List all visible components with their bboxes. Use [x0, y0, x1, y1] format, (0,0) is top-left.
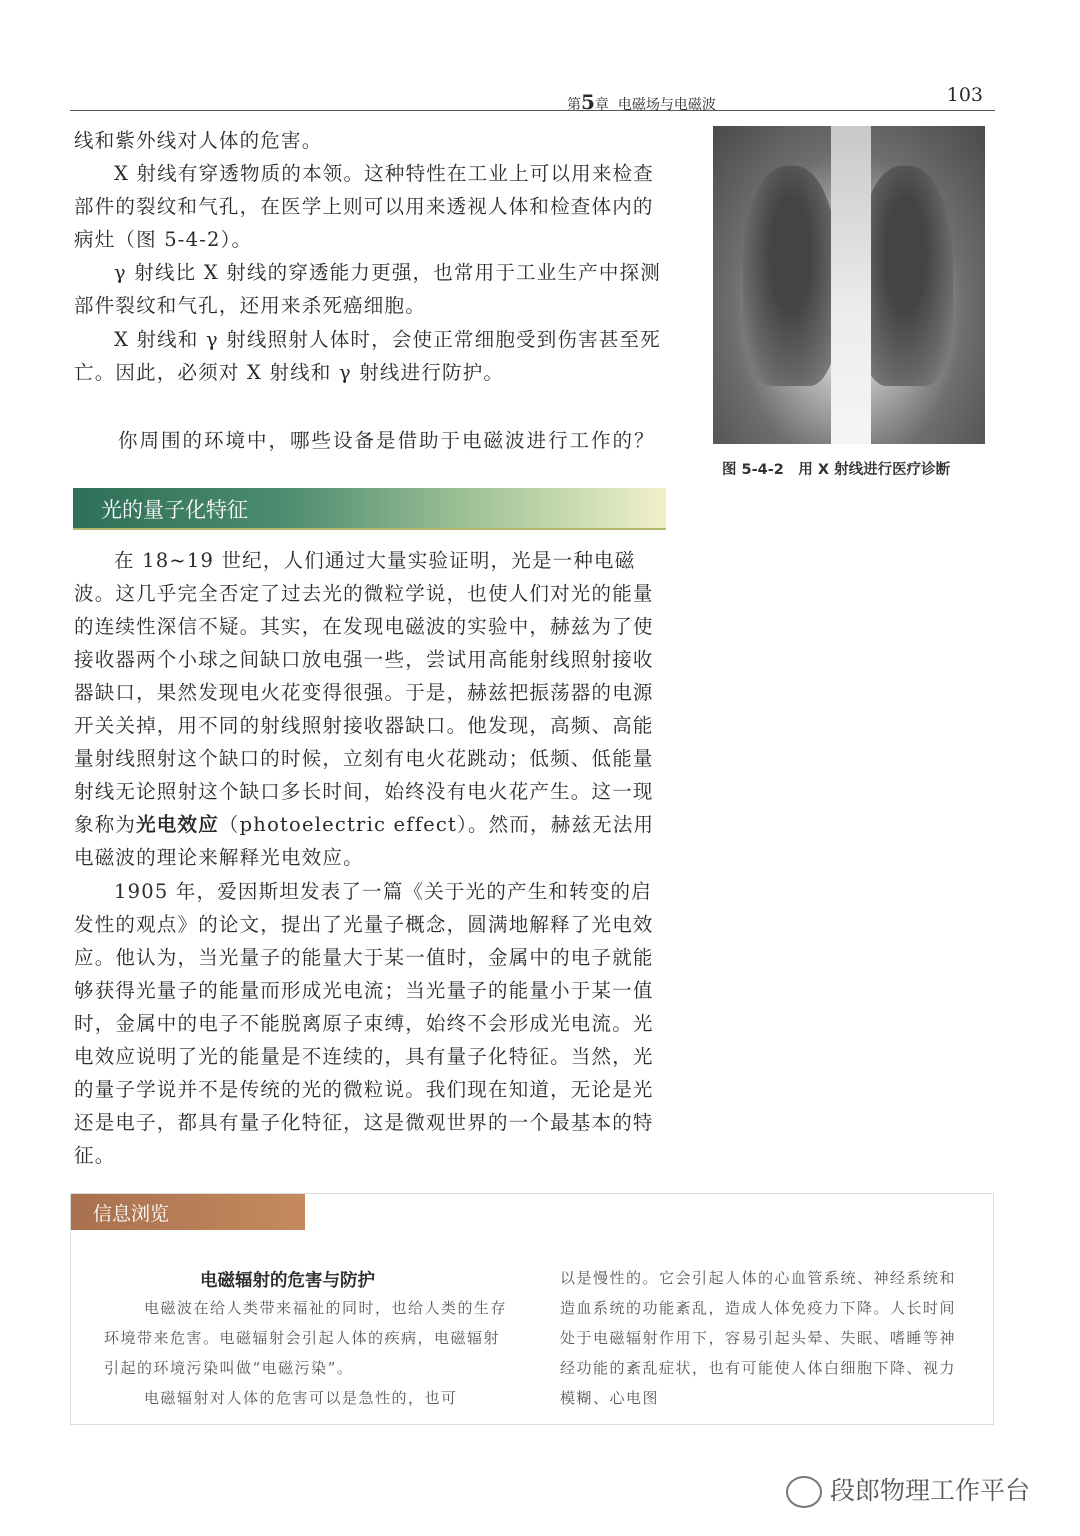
- paragraph-photoelectric: [74, 544, 666, 874]
- paragraph-einstein: 1905 年，爱因斯坦发表了一篇《关于光的产生和转变的启发性的观点》的论文，提出了光量子概念，圆满地解释了光电效应。他认为，当光量子的能量大于某一值时，金属中的电子就能够获得光量子的能量而形成光电流；当光量子的能量小于某一值时，金属中的电子不能脱离原子束缚，始终不会形成光电流。光电效应说明了光的能量是不连续的，具有量子化特征。当然，光的量子学说并不是传统的光的微粒说。我们现在知道，无论是光还是电子，都具有量子化特征，这是微观世界的一个最基本的特征。: [74, 880, 654, 1167]
- chest-xray-image: [713, 126, 985, 444]
- photoelectric-term: 光电效应: [136, 813, 219, 836]
- chapter-heading: [567, 90, 716, 114]
- question-text: 你周围的环境中，哪些设备是借助于电磁波进行工作的？: [118, 429, 656, 452]
- right-lung-shape: [858, 166, 953, 386]
- watermark-text: 段郎物理工作平台: [830, 1476, 1031, 1505]
- info-col1-paragraph: 电磁波在给人类带来福祉的同时，也给人类的生存环境带来危害。电磁辐射会引起人体的疾病，电磁辐射引起的环境污染叫做“电磁污染”。: [104, 1299, 508, 1377]
- chapter-suffix: 章: [594, 97, 609, 113]
- page-header: [70, 84, 995, 114]
- watermark: [786, 1471, 1030, 1508]
- chapter-number: 5: [581, 90, 595, 114]
- info-box-title: 电磁辐射的危害与防护: [200, 1271, 375, 1291]
- chapter-title: 电磁场与电磁波: [617, 97, 716, 113]
- section-heading-bar: [73, 488, 666, 530]
- wechat-icon: [786, 1476, 822, 1508]
- paragraph-gamma: γ 射线比 X 射线的穿透能力更强，也常用于工业生产中探测部件裂纹和气孔，还用来杀死癌细胞。: [74, 261, 661, 317]
- page-number: 103: [946, 84, 983, 106]
- spine-shape: [831, 126, 871, 444]
- info-label-text: 信息浏览: [93, 1203, 170, 1225]
- figure-caption: 图 5-4-2 用 X 射线进行医疗诊断: [722, 462, 951, 478]
- section-title: 光的量子化特征: [101, 498, 248, 522]
- info-label: [71, 1194, 305, 1230]
- chapter-prefix: 第: [567, 97, 581, 113]
- photoelectric-text-a: 在 18~19 世纪，人们通过大量实验证明，光是一种电磁波。这几乎完全否定了过去光的微粒学说，也使人们对光的能量的连续性深信不疑。其实，在发现电磁波的实验中，赫兹为了使接收器两个小球之间缺口放电强一些，尝试用高能射线照射接收器缺口，果然发现电火花变得很强。于是，赫兹把振荡器的电源开关关掉，用不同的射线照射接收器缺口。他发现，高频、高能量射线照射这个缺口的时候，立刻有电火花跳动；低频、低能量射线无论照射这个缺口多长时间，始终没有电火花产生。这一现象称为: [74, 549, 654, 836]
- info-col2-paragraph: 以是慢性的。它会引起人体的心血管系统、神经系统和造血系统的功能紊乱，造成人体免疫力下降。人长时间处于电磁辐射作用下，容易引起头晕、失眠、嗜睡等神经功能的紊乱症状，也有可能使人体白细胞下降、视力模糊、心电图: [560, 1269, 957, 1407]
- info-col1-paragraph-2: 电磁辐射对人体的危害可以是急性的，也可: [144, 1389, 458, 1407]
- paragraph-1: 线和紫外线对人体的危害。: [74, 129, 323, 152]
- paragraph-xray: X 射线有穿透物质的本领。这种特性在工业上可以用来检查部件的裂纹和气孔，在医学上则可以用来透视人体和检查体内的病灶（图 5-4-2）。: [74, 162, 654, 251]
- paragraph-protection: X 射线和 γ 射线照射人体时，会使正常细胞受到伤害甚至死亡。因此，必须对 X 射线和 γ 射线进行防护。: [74, 328, 661, 384]
- left-lung-shape: [743, 166, 838, 386]
- photoelectric-text-b: （photoelectric effect）。然而，赫兹无法用电磁波的理论来解释光电效应。: [74, 813, 655, 869]
